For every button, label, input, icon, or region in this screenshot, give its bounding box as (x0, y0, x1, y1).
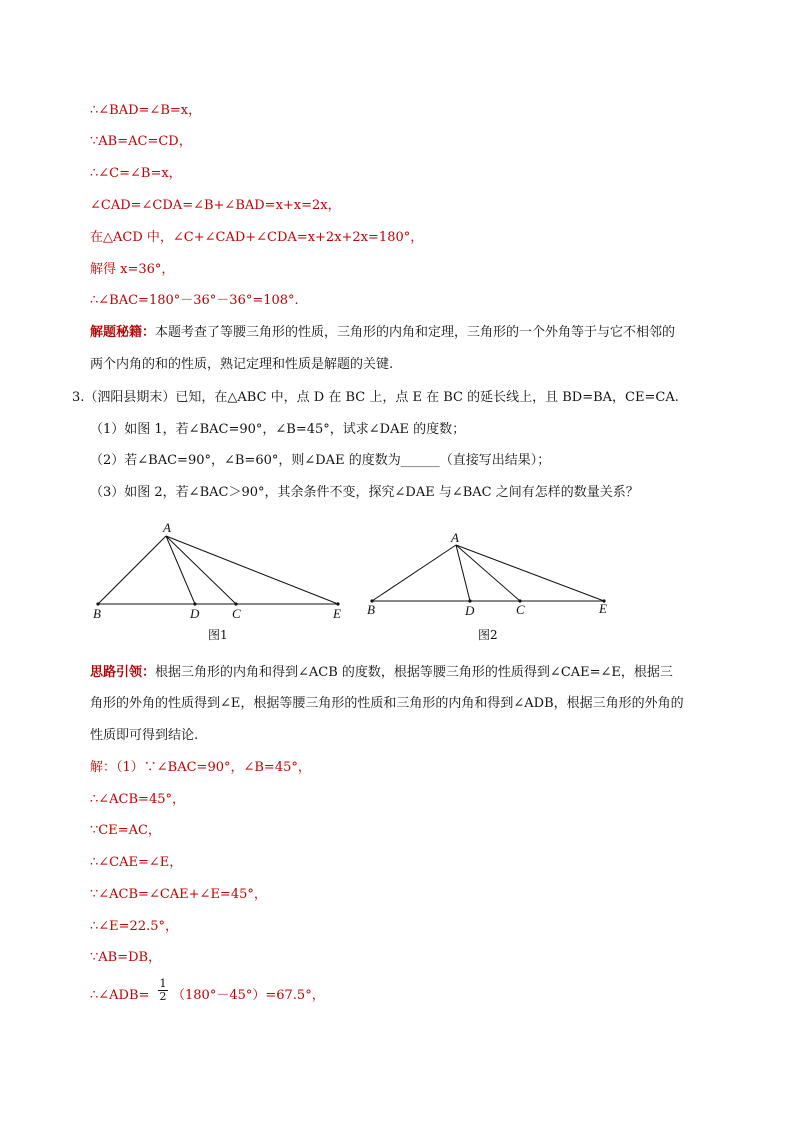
hint-line-3: 性质即可得到结论. (90, 728, 199, 743)
solution-line-1: 解：（1）∵∠BAC=90°，∠B=45°， (90, 760, 311, 775)
solution-line-6: ∴∠E=22.5°， (90, 919, 178, 934)
hint-line-2: 角形的外角的性质得到∠E，根据等腰三角形的性质和三角形的内角和得到∠ADB，根据三角形的外角的 (90, 696, 684, 711)
figures (0, 515, 794, 675)
fraction-one-half (158, 978, 168, 1003)
fig2-label-C: C (516, 602, 525, 617)
fig2-label-E: E (599, 601, 607, 616)
tip-line-2: 两个内角的和的性质，熟记定理和性质是解题的关键. (90, 357, 394, 372)
tip-label: 解题秘籍： (90, 325, 156, 340)
solution-line-7: ∵AB=DB， (90, 950, 162, 965)
tip-text-1: 本题考查了等腰三角形的性质，三角形的内角和定理，三角形的一个外角等于与它不相邻的 (155, 325, 676, 340)
tip-line-1 (90, 323, 675, 343)
derivation-line-7: ∴∠BAC=180°－36°－36°=108°. (90, 293, 299, 308)
derivation-line-3: ∴∠C=∠B=x， (90, 166, 182, 181)
question-1: （1）如图 1，若∠BAC=90°，∠B=45°，试求∠DAE 的度数； (90, 422, 466, 437)
fig1-caption: 图1 (208, 628, 228, 642)
question-3: （3）如图 2，若∠BAC＞90°，其余条件不变，探究∠DAE 与∠BAC 之间有怎样的数量关系？ (90, 485, 639, 500)
derivation-line-5: 在△ACD 中，∠C+∠CAD+∠CDA=x+2x+2x=180°， (90, 230, 424, 245)
derivation-line-4: ∠CAD=∠CDA=∠B+∠BAD=x+x=2x， (90, 198, 341, 213)
solution-line-5: ∵∠ACB=∠CAE+∠E=45°， (90, 887, 267, 902)
fig2-label-A: A (451, 530, 459, 545)
fraction-denominator: 2 (159, 990, 167, 1003)
derivation-line-2: ∵AB=AC=CD， (90, 134, 192, 149)
fig1-segment-AC (166, 536, 236, 604)
solution-line-4: ∴∠CAE=∠E， (90, 855, 183, 870)
fig1-label-C: C (232, 606, 241, 621)
fig1-label-D: D (190, 606, 200, 621)
fig2-segment-AC (456, 545, 520, 601)
fig2-segment-AE (456, 545, 604, 601)
solution-line-3: ∵CE=AC， (90, 823, 161, 838)
hint-text-1: 根据三角形的内角和得到∠ACB 的度数，根据等腰三角形的性质得到∠CAE=∠E，根据三 (155, 665, 673, 680)
fig1-label-E: E (333, 606, 341, 621)
question-2: （2）若∠BAC=90°，∠B=60°，则∠DAE 的度数为______（直接写出结果）； (90, 453, 551, 468)
solution-line-8-suffix: （180°－45°）=67.5°， (172, 988, 325, 1003)
fig2-label-D: D (465, 603, 475, 618)
figure-1 (98, 536, 338, 604)
derivation-line-1: ∴∠BAD=∠B=x， (90, 103, 202, 118)
fig2-segment-AB (372, 545, 456, 601)
fraction-numerator: 1 (159, 977, 167, 990)
fig1-segment-AB (98, 536, 166, 604)
fig1-segment-AE (166, 536, 338, 604)
hint-label: 思路引领： (90, 665, 156, 680)
solution-line-8-prefix: ∴∠ADB= (90, 988, 150, 1003)
fig2-segment-AD (456, 545, 470, 601)
problem-header: 3.（泗阳县期末）已知，在△ABC 中，点 D 在 BC 上，点 E 在 BC 的延长线上，且 BD=BA，CE=CA. (72, 390, 679, 405)
fig1-label-A: A (163, 520, 171, 535)
fig1-label-B: B (93, 606, 101, 621)
hint-line-1 (90, 663, 673, 683)
figure-2 (372, 545, 604, 601)
solution-line-2: ∴∠ACB=45°， (90, 792, 185, 807)
fig2-label-B: B (367, 602, 375, 617)
derivation-line-6: 解得 x=36°， (90, 262, 175, 277)
fig2-caption: 图2 (478, 628, 498, 642)
